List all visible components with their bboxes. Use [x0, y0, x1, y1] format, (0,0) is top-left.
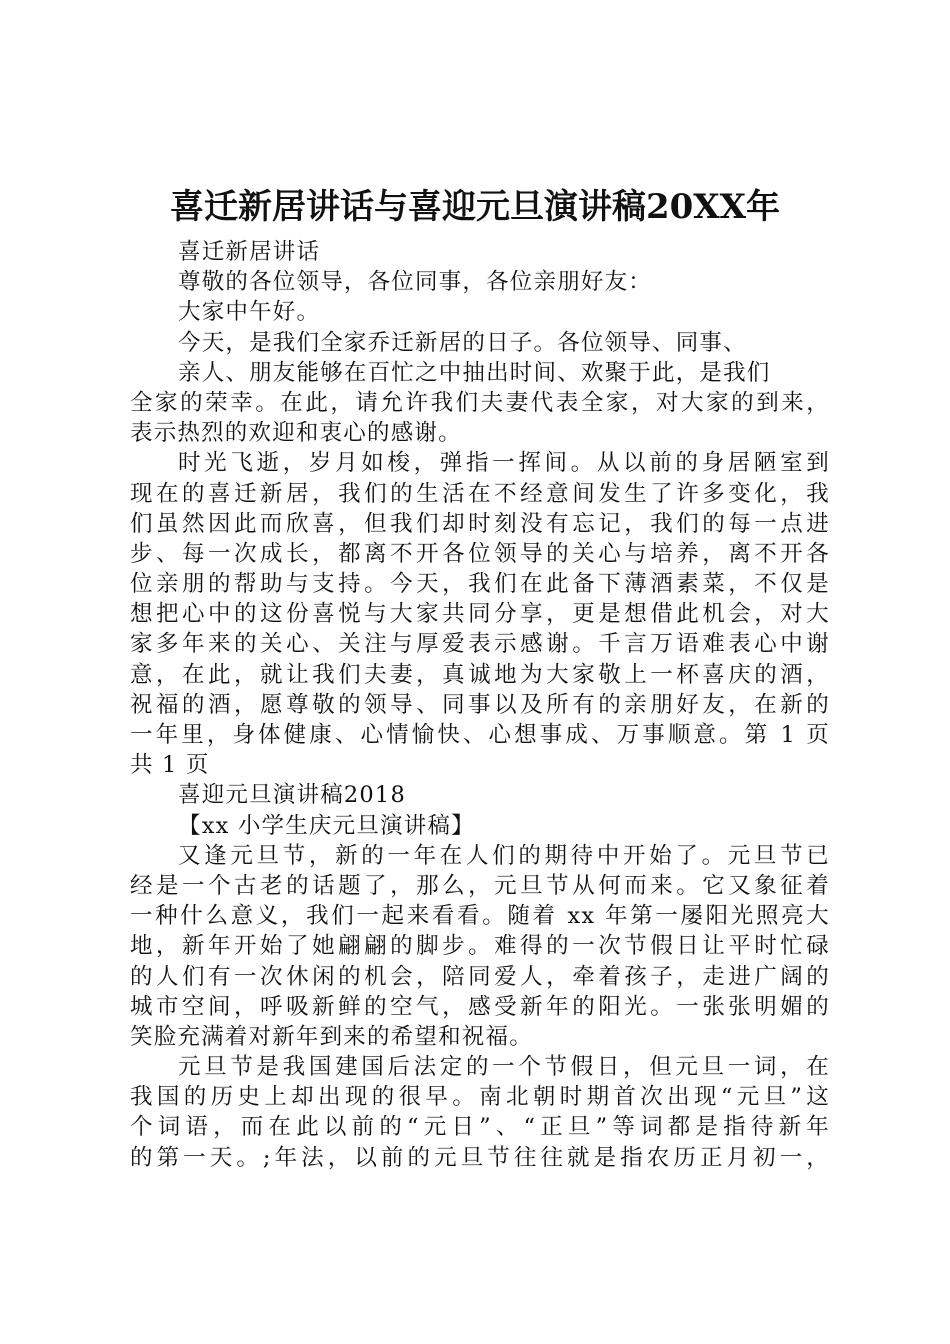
text-line: 祝福的酒，愿尊敬的领导、同事以及所有的亲朋好友，在新的 — [130, 691, 830, 718]
text-line: 表示热烈的欢迎和衷心的感谢。 — [130, 420, 462, 447]
text-line: 又逢元旦节，新的一年在人们的期待中开始了。元旦节已 — [178, 842, 830, 869]
document-title: 喜迁新居讲话与喜迎元旦演讲稿20XX年 — [169, 187, 781, 227]
text-line: 经是一个古老的话题了，那么，元旦节从何而来。它又象征着 — [130, 872, 830, 899]
text-line: 们虽然因此而欣喜，但我们却时刻没有忘记，我们的每一点进 — [130, 510, 830, 537]
document-body — [130, 237, 830, 1173]
text-line: 亲人、朋友能够在百忙之中抽出时间、欢聚于此，是我们 — [178, 359, 771, 386]
text-line: 元旦节是我国建国后法定的一个节假日，但元旦一词，在 — [178, 1054, 830, 1081]
text-line: 城市空间，呼吸新鲜的空气，感受新年的阳光。一张张明媚的 — [130, 993, 830, 1020]
text-line: 共 1 页 — [130, 752, 210, 779]
text-line: 笑脸充满着对新年到来的希望和祝福。 — [130, 1023, 533, 1050]
text-line: 我国的历史上却出现的很早。南北朝时期首次出现“元旦”这 — [130, 1084, 830, 1111]
text-line: 步、每一次成长，都离不开各位领导的关心与培养，离不开各 — [130, 540, 830, 567]
text-line: 【xx 小学生庆元旦演讲稿】 — [178, 812, 475, 839]
text-line: 全家的荣幸。在此，请允许我们夫妻代表全家，对大家的到来， — [130, 389, 830, 416]
text-line: 意，在此，就让我们夫妻，真诚地为大家敬上一杯喜庆的酒， — [130, 661, 830, 688]
text-line: 的人们有一次休闲的机会，陪同爱人，牵着孩子，走进广阔的 — [130, 963, 830, 990]
text-line: 家多年来的关心、关注与厚爱表示感谢。千言万语难表心中谢 — [130, 631, 830, 658]
text-line: 想把心中的这份喜悦与大家共同分享，更是想借此机会，对大 — [130, 601, 830, 628]
text-line: 一年里，身体健康、心情愉快、心想事成、万事顺意。第 1 页 — [130, 722, 830, 748]
text-line: 大家中午好。 — [178, 299, 321, 326]
text-line: 位亲朋的帮助与支持。今天，我们在此备下薄酒素菜，不仅是 — [130, 571, 830, 598]
text-line: 个词语，而在此以前的“元日”、“正旦”等词都是指待新年 — [130, 1114, 830, 1141]
text-line: 地，新年开始了她翩翩的脚步。难得的一次节假日让平时忙碌 — [130, 933, 830, 960]
text-line: 的第一天。;年法，以前的元旦节往往就是指农历正月初一， — [130, 1144, 830, 1171]
text-line: 喜迁新居讲话 — [178, 239, 321, 265]
text-line: 时光飞逝，岁月如梭，弹指一挥间。从以前的身居陋室到 — [178, 450, 830, 477]
text-line: 喜迎元旦演讲稿2018 — [178, 782, 406, 809]
text-line: 尊敬的各位领导，各位同事，各位亲朋好友： — [178, 269, 653, 296]
text-line: 一种什么意义，我们一起来看看。随着 xx 年第一屡阳光照亮大 — [130, 903, 830, 930]
text-line: 今天，是我们全家乔迁新居的日子。各位领导、同事、 — [178, 329, 747, 356]
text-line: 现在的喜迁新居，我们的生活在不经意间发生了许多变化，我 — [130, 480, 830, 507]
